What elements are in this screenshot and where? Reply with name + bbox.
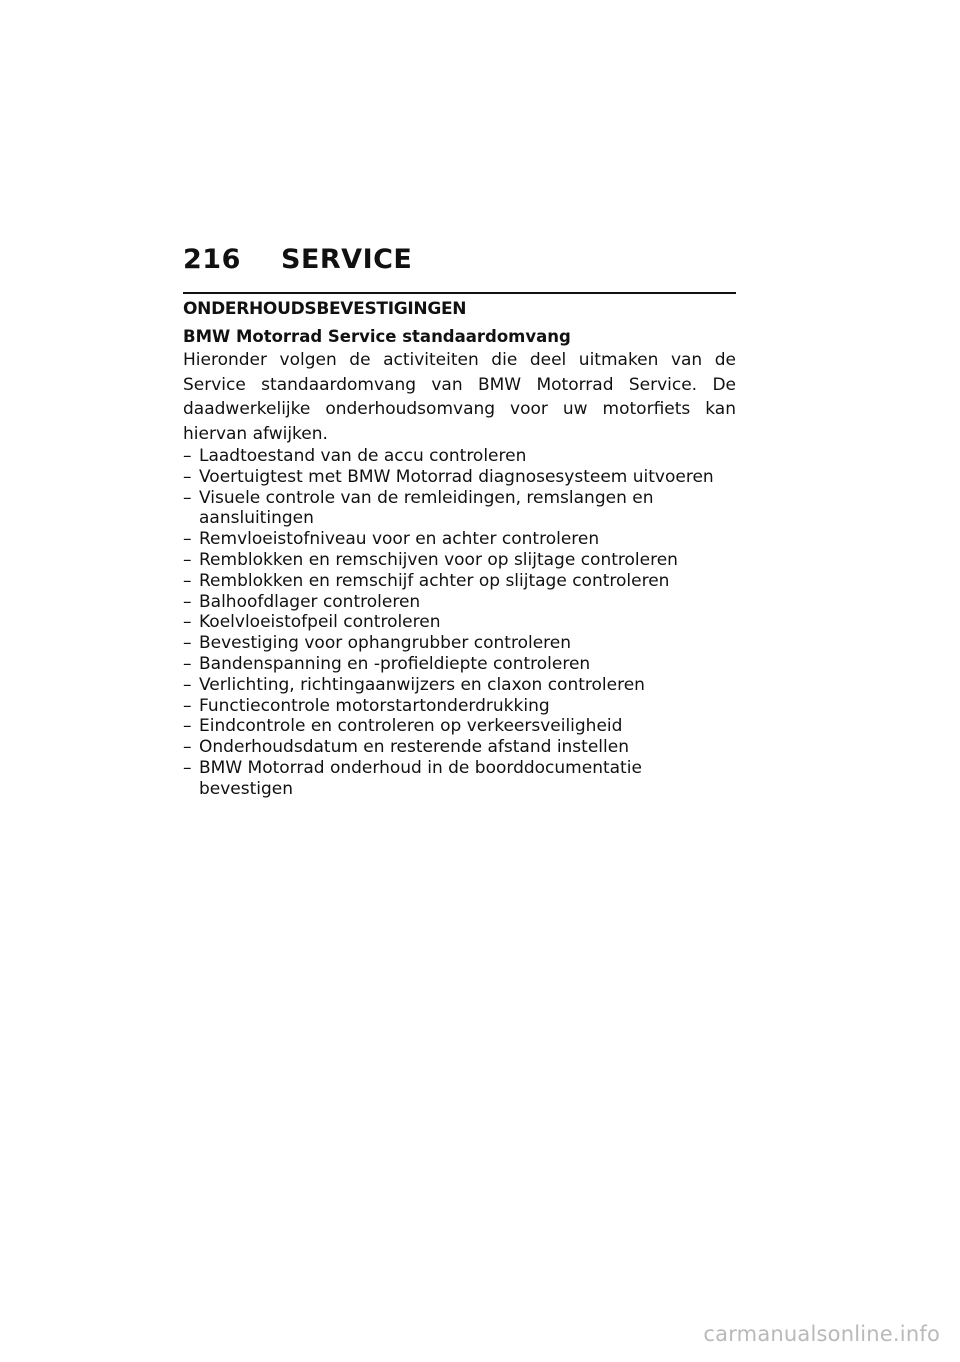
intro-paragraph: Hieronder volgen de activiteiten die deel uitmaken van de Service standaardomvang van BMW Motorrad Service. De daadwerkelijke onderhoudsomvang voor uw motorfiets kan hiervan afwijken. [183, 350, 736, 444]
list-item: – Remblokken en remschijf achter op slijtage controleren [183, 571, 736, 592]
page-content [183, 298, 736, 800]
list-item: – Verlichting, richtingaanwijzers en claxon controleren [183, 675, 736, 696]
maintenance-checklist [183, 446, 736, 800]
list-item: – Bevestiging voor ophangrubber controleren [183, 633, 736, 654]
header-divider [183, 292, 736, 294]
list-item: – Remvloeistofniveau voor en achter controleren [183, 529, 736, 550]
list-item: – Functiecontrole motorstartonderdrukking [183, 696, 736, 717]
list-item: – Laadtoestand van de accu controleren [183, 446, 736, 467]
list-item: – BMW Motorrad onderhoud in de boorddocumentatie bevestigen [183, 758, 736, 800]
list-item: – Koelvloeistofpeil controleren [183, 612, 736, 633]
page-number: 216 [183, 244, 241, 275]
list-item: – Visuele controle van de remleidingen, remslangen en aansluitingen [183, 488, 736, 530]
list-item: – Onderhoudsdatum en resterende afstand instellen [183, 737, 736, 758]
list-item: – Eindcontrole en controleren op verkeersveiligheid [183, 716, 736, 737]
list-item: – Voertuigtest met BMW Motorrad diagnosesysteem uitvoeren [183, 467, 736, 488]
watermark: carmanualsonline.info [703, 1322, 940, 1346]
section-title: ONDERHOUDSBEVESTIGINGEN [183, 299, 467, 319]
list-item: – Balhoofdlager controleren [183, 592, 736, 613]
chapter-title: SERVICE [281, 244, 413, 275]
list-item: – Remblokken en remschijven voor op slijtage controleren [183, 550, 736, 571]
subsection-title: BMW Motorrad Service standaardomvang [183, 327, 571, 346]
page-header [183, 244, 736, 275]
list-item: – Bandenspanning en -profieldiepte controleren [183, 654, 736, 675]
